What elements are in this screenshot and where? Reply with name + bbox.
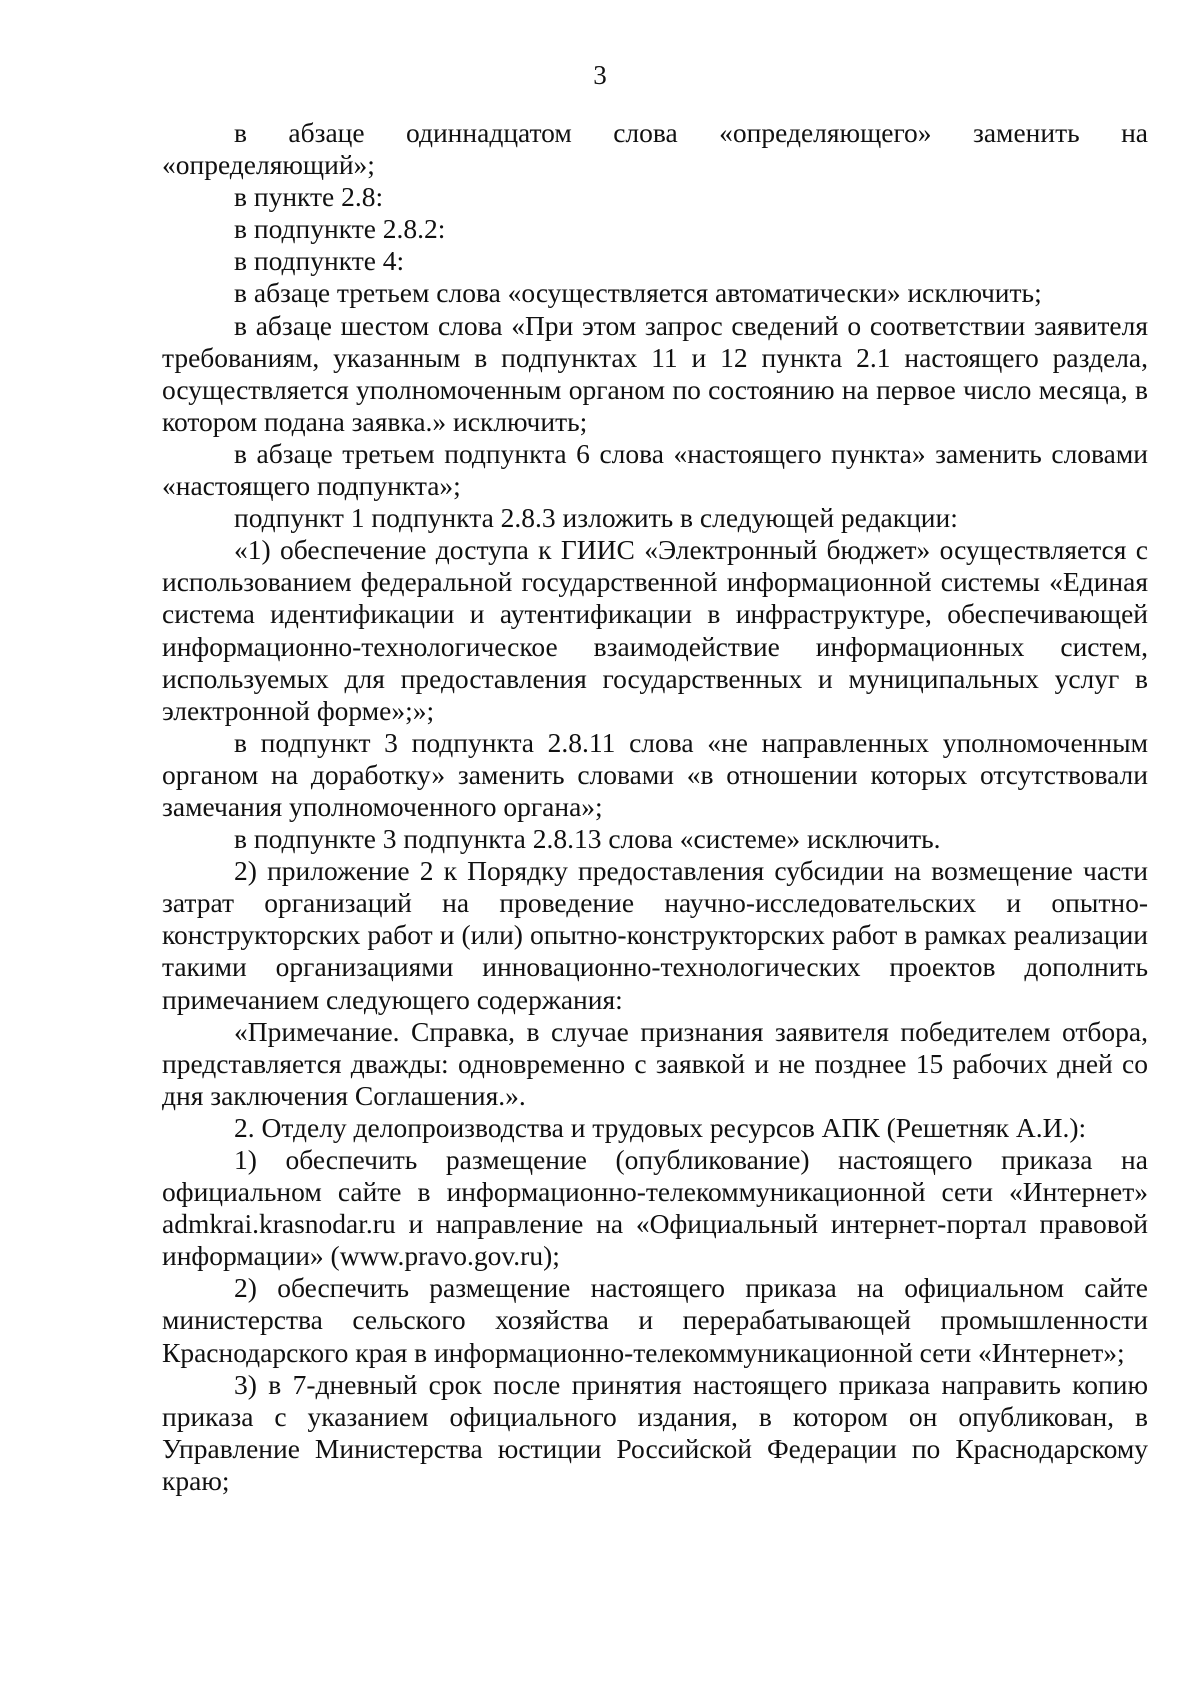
paragraph-eleventh-indent-amendment: в абзаце одиннадцатом слова «определяющего» заменить на «определяющий»; bbox=[162, 117, 1148, 181]
paragraph-sixth-indent-exclusion: в абзаце шестом слова «При этом запрос сведений о соответствии заявителя требованиям, указанным в подпунктах 11 и 12 пункта 2.1 настоящего раздела, осуществляется уполномоченным органом по состоянию на первое число месяца, в котором подана заявка.» исключить; bbox=[162, 309, 1148, 437]
paragraph-publication-item-3: 3) в 7-дневный срок после принятия настоящего приказа направить копию приказа с указанием официального издания, в котором он опубликован, в Управление Министерства юстиции Российской Федерации по Краснодарскому краю; bbox=[162, 1368, 1148, 1496]
paragraph-subpoint-6-replacement: в абзаце третьем подпункта 6 слова «настоящего пункта» заменить словами «настоящего подпункта»; bbox=[162, 437, 1148, 502]
paragraph-note-text: «Примечание. Справка, в случае признания заявителя победителем отбора, представляется дважды: одновременно с заявкой и не позднее 15 рабочих дней со дня заключения Соглашения.». bbox=[162, 1015, 1148, 1111]
paragraph-subpoint-4: в подпункте 4: bbox=[234, 245, 405, 277]
paragraph-appendix-2-amendment: 2) приложение 2 к Порядку предоставления субсидии на возмещение части затрат организаций на проведение научно-исследовательских и опытно-конструкторских работ и (или) опытно-конструкторских работ в рамках реализации такими организациями инновационно-технологических проектов дополнить примечанием следующего содержания: bbox=[162, 855, 1148, 1015]
paragraph-new-wording-access: «1) обеспечение доступа к ГИИС «Электронный бюджет» осуществляется с использованием федеральной государственной информационной системы «Единая система идентификации и аутентификации в инфраструктуре, обеспечивающей информационно-технологическое взаимодействие информационных систем, используемых для предоставления государственных и муниципальных услуг в электронной форме»;»; bbox=[162, 534, 1148, 726]
document-body bbox=[162, 117, 1148, 1497]
paragraph-section-2-heading: 2. Отделу делопроизводства и трудовых ресурсов АПК (Решетняк А.И.): bbox=[234, 1111, 1087, 1143]
paragraph-subpoint-2-8-11: в подпункт 3 подпункта 2.8.11 слова «не направленных уполномоченным органом на доработку» заменить словами «в отношении которых отсутствовали замечания уполномоченного органа»; bbox=[162, 726, 1148, 822]
paragraph-publication-item-1: 1) обеспечить размещение (опубликование) настоящего приказа на официальном сайте в информационно-телекоммуникационной сети «Интернет» admkrai.krasnodar.ru и направление на «Официальный интернет-портал правовой информации» (www.pravo.gov.ru); bbox=[162, 1144, 1148, 1272]
paragraph-subpoint-2-8-13: в подпункте 3 подпункта 2.8.13 слова «системе» исключить. bbox=[234, 823, 941, 855]
page-number: 3 bbox=[593, 60, 607, 90]
paragraph-publication-item-2: 2) обеспечить размещение настоящего приказа на официальном сайте министерства сельского хозяйства и перерабатывающей промышленности Краснодарского края в информационно-телекоммуникационной сети «Интернет»; bbox=[162, 1272, 1148, 1368]
paragraph-subpoint-2-8-2: в подпункте 2.8.2: bbox=[234, 213, 446, 245]
paragraph-subpoint-2-8-3-intro: подпункт 1 подпункта 2.8.3 изложить в следующей редакции: bbox=[234, 502, 958, 534]
paragraph-third-indent-exclusion: в абзаце третьем слова «осуществляется автоматически» исключить; bbox=[234, 277, 1042, 309]
paragraph-point-2-8: в пункте 2.8: bbox=[234, 181, 384, 213]
